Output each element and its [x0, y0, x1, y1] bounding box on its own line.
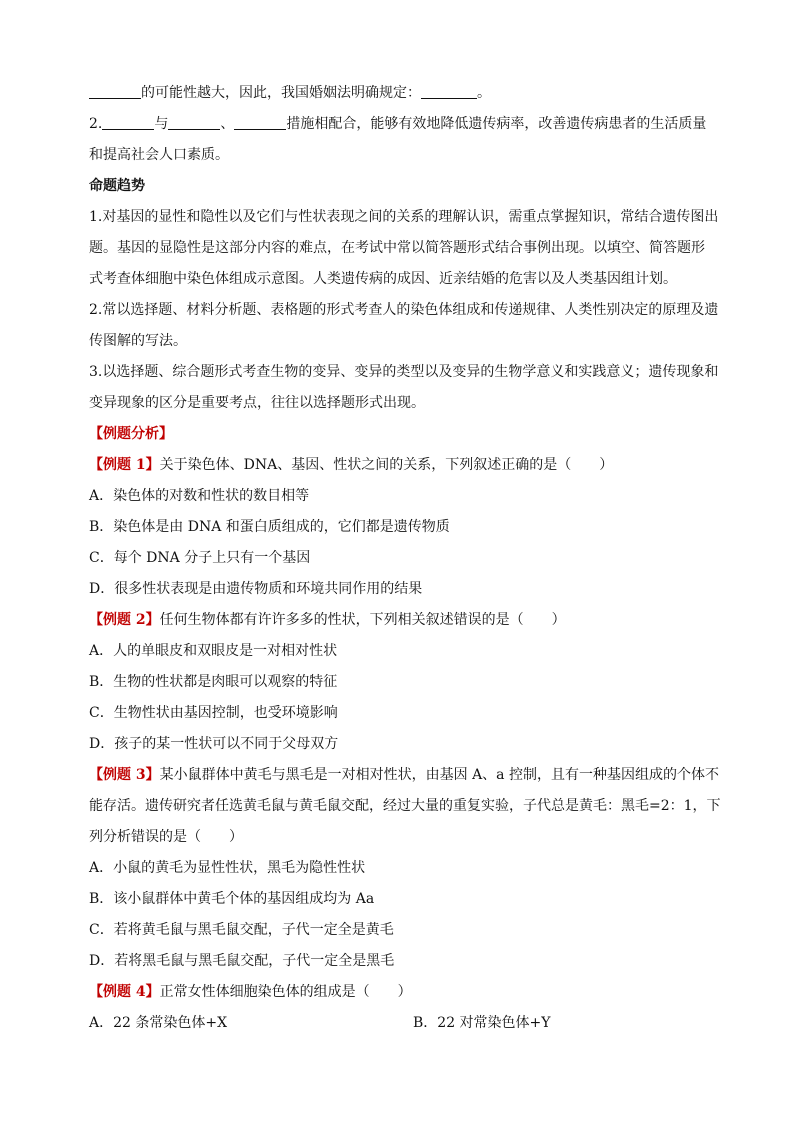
trend-line: 3.以选择题、综合题形式考查生物的变异、变异的类型以及变异的生物学意义和实践意义；遗传现象和	[89, 364, 719, 380]
trend-line: 式考查体细胞中染色体组成示意图。人类遗传病的成因、近亲结婚的危害以及人类基因组计划。	[89, 271, 677, 287]
intro-line-1	[89, 84, 491, 102]
answer-option[interactable]: A．22 条常染色体+X	[89, 1015, 228, 1031]
trend-line: 1.对基因的显性和隐性以及它们与性状表现之间的关系的理解认识，需重点掌握知识，常结合遗传图出	[89, 209, 719, 225]
item-number: 2.	[89, 116, 103, 132]
answer-blank[interactable]	[102, 115, 154, 130]
section-heading-trend: 命题趋势	[89, 178, 145, 194]
intro-text: 的可能性越大，因此，我国婚姻法明确规定：	[141, 85, 421, 101]
trend-line: 传图解的写法。	[89, 333, 187, 349]
intro-line-3: 和提高社会人口素质。	[89, 147, 229, 163]
answer-blank[interactable]	[421, 84, 477, 99]
question-text-continued: 列分析错误的是（ ）	[89, 829, 243, 845]
answer-blank[interactable]	[168, 115, 220, 130]
answer-option[interactable]: A．小鼠的黄毛为显性性状，黑毛为隐性性状	[89, 860, 366, 876]
trend-line: 题。基因的显隐性是这部分内容的难点，在考试中常以简答题形式结合事例出现。以填空、简答题形	[89, 240, 705, 256]
question-text: 任何生物体都有许许多多的性状，下列相关叙述错误的是（ ）	[159, 612, 566, 628]
answer-option[interactable]: D．孩子的某一性状可以不同于父母双方	[89, 736, 339, 752]
answer-option[interactable]: C．若将黄毛鼠与黑毛鼠交配，子代一定全是黄毛	[89, 922, 394, 938]
answer-option[interactable]: B．染色体是由 DNA 和蛋白质组成的，它们都是遗传物质	[89, 519, 450, 535]
example-tag: 【例题 4】	[89, 984, 160, 1000]
section-heading-analysis: 【例题分析】	[89, 426, 173, 442]
intro-text: 。	[477, 85, 491, 101]
answer-blank[interactable]	[89, 84, 141, 99]
trend-line: 变异现象的区分是重要考点，往往以选择题形式出现。	[89, 395, 425, 411]
answer-option[interactable]: C．生物性状由基因控制，也受环境影响	[89, 705, 338, 721]
question-text-continued: 能存活。遗传研究者任选黄毛鼠与黄毛鼠交配，经过大量的重复实验，子代总是黄毛：黑毛=2：1，下	[89, 798, 721, 814]
answer-option[interactable]: A．人的单眼皮和双眼皮是一对相对性状	[89, 643, 338, 659]
example-tag: 【例题 2】	[89, 612, 160, 628]
intro-text: 措施相配合，能够有效地降低遗传病率，改善遗传病患者的生活质量	[286, 116, 707, 132]
question-text: 正常女性体细胞染色体的组成是（ ）	[159, 984, 412, 1000]
answer-blank[interactable]	[234, 115, 286, 130]
answer-option[interactable]: C．每个 DNA 分子上只有一个基因	[89, 550, 311, 566]
example-tag: 【例题 1】	[89, 457, 160, 473]
answer-option[interactable]: B．22 对常染色体+Y	[413, 1015, 551, 1031]
answer-option[interactable]: A．染色体的对数和性状的数目相等	[89, 488, 310, 504]
intro-line-2	[89, 115, 706, 133]
question-text: 某小鼠群体中黄毛与黑毛是一对相对性状，由基因 A、a 控制，且有一种基因组成的个体不	[159, 767, 719, 783]
example-tag: 【例题 3】	[89, 767, 160, 783]
intro-text: 、	[220, 116, 235, 132]
example-question	[89, 983, 412, 1001]
example-question	[89, 611, 566, 629]
question-text: 关于染色体、DNA、基因、性状之间的关系，下列叙述正确的是（ ）	[159, 457, 614, 473]
example-question	[89, 766, 719, 784]
trend-line: 2.常以选择题、材料分析题、表格题的形式考查人的染色体组成和传递规律、人类性别决定的原理及遗	[89, 302, 719, 318]
example-question	[89, 456, 613, 474]
intro-text: 与	[154, 116, 169, 132]
answer-option[interactable]: B．该小鼠群体中黄毛个体的基因组成均为 Aa	[89, 891, 375, 907]
answer-option[interactable]: B．生物的性状都是肉眼可以观察的特征	[89, 674, 338, 690]
answer-option[interactable]: D．很多性状表现是由遗传物质和环境共同作用的结果	[89, 581, 423, 597]
answer-option[interactable]: D．若将黑毛鼠与黑毛鼠交配，子代一定全是黑毛	[89, 953, 395, 969]
